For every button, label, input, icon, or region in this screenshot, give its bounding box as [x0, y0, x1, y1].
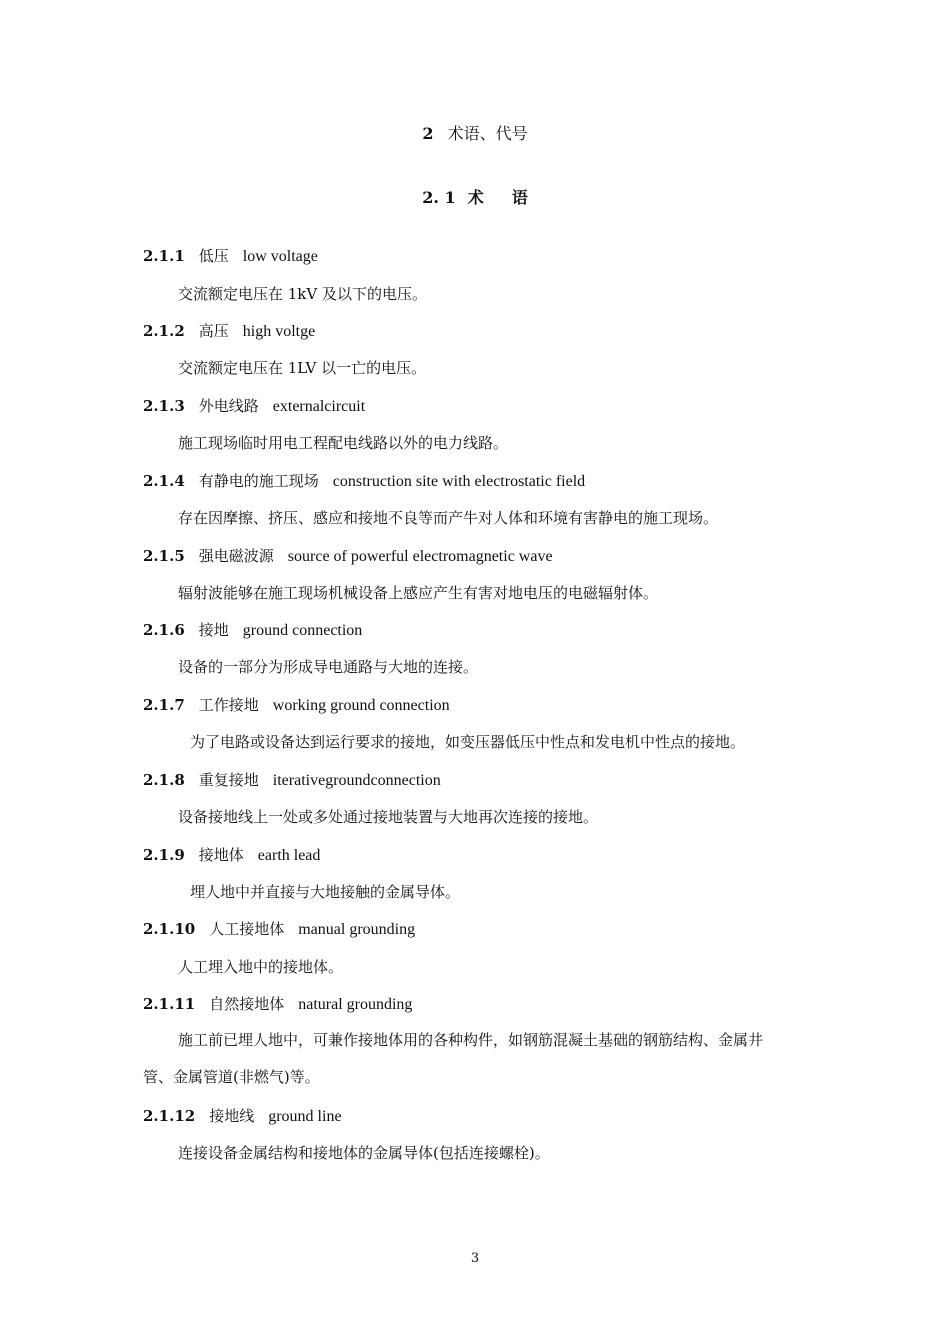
term-chinese: 高压: [198, 322, 229, 340]
term-english: externalcircuit: [272, 398, 366, 415]
term-definition: 为了电路或设备达到运行要求的接地，如变压器低压中性点和发电机中性点的接地。: [190, 733, 746, 751]
term-chinese: 接地线: [209, 1107, 255, 1125]
term-number: 2.1.1: [143, 247, 185, 265]
term-number: 2.1.5: [143, 547, 185, 565]
term-heading: [143, 770, 441, 791]
term-definition: 设备的一部分为形成导电通路与大地的连接。: [178, 658, 479, 676]
term-number: 2.1.7: [143, 696, 185, 714]
term-english: ground line: [268, 1108, 342, 1125]
term-number: 2.1.12: [143, 1107, 196, 1125]
term-english: source of powerful electromagnetic wave: [287, 548, 553, 565]
term-definition: 存在因摩擦、挤压、感应和接地不良等而产牛对人体和环境有害静电的施工现场。: [178, 509, 719, 527]
section-title-word-2: 语: [511, 188, 528, 207]
term-english: working ground connection: [272, 697, 450, 714]
term-heading: [143, 546, 553, 567]
term-number: 2.1.8: [143, 771, 185, 789]
term-definition: 施工现场临时用电工程配电线路以外的电力线路。: [178, 434, 509, 452]
term-definition: 辐射波能够在施工现场机械设备上感应产生有害对地电压的电磁辐射体。: [178, 584, 659, 602]
section-title-word-1: 术: [467, 188, 484, 207]
term-chinese: 人工接地体: [209, 920, 285, 938]
term-heading: [143, 845, 320, 866]
term-english: construction site with electrostatic field: [332, 473, 586, 490]
term-english: manual grounding: [298, 921, 416, 938]
term-definition: 交流额定电压在 1kV 及以下的电压。: [178, 285, 428, 303]
term-heading: [143, 246, 318, 267]
term-chinese: 外电线路: [198, 397, 259, 415]
term-number: 2.1.9: [143, 846, 185, 864]
chapter-number: 2: [422, 124, 434, 143]
term-heading: [143, 994, 412, 1015]
term-number: 2.1.3: [143, 397, 185, 415]
term-chinese: 接地: [198, 621, 229, 639]
term-heading: [143, 919, 415, 940]
term-number: 2.1.11: [143, 995, 196, 1013]
term-definition: 设备接地线上一处或多处通过接地装置与大地再次连接的接地。: [178, 808, 599, 826]
term-number: 2.1.10: [143, 920, 196, 938]
term-definition: 埋人地中并直接与大地接触的金属导体。: [190, 883, 461, 901]
section-title: [0, 188, 950, 208]
chapter-title: [0, 124, 950, 144]
term-definition: 人工埋入地中的接地体。: [178, 958, 344, 976]
term-english: iterativegroundconnection: [272, 772, 441, 789]
term-heading: [143, 471, 585, 492]
term-heading: [143, 620, 362, 641]
chapter-title-text: 术语、代号: [447, 124, 528, 143]
term-definition: 交流额定电压在 1LV 以一亡的电压。: [178, 359, 427, 377]
term-chinese: 工作接地: [198, 696, 259, 714]
section-number: 2. 1: [422, 188, 456, 207]
term-number: 2.1.6: [143, 621, 185, 639]
term-chinese: 强电磁波源: [198, 547, 274, 565]
term-definition: 连接设备金属结构和接地体的金属导体(包括连接螺栓)。: [178, 1144, 550, 1162]
term-english: natural grounding: [298, 996, 413, 1013]
term-chinese: 有静电的施工现场: [198, 472, 319, 490]
term-chinese: 自然接地体: [209, 995, 285, 1013]
term-heading: [143, 396, 365, 417]
term-chinese: 低压: [198, 247, 229, 265]
term-definition: 施工前已埋人地中，可兼作接地体用的各种构件，如钢筋混凝土基础的钢筋结构、金属井管、金属管道(非燃气)等。: [143, 1031, 764, 1086]
term-number: 2.1.2: [143, 322, 185, 340]
term-english: ground connection: [242, 622, 363, 639]
page-number: 3: [470, 1251, 480, 1266]
term-english: high voltge: [242, 323, 316, 340]
term-chinese: 接地体: [198, 846, 244, 864]
term-english: earth lead: [257, 847, 321, 864]
term-english: low voltage: [242, 248, 318, 265]
term-heading: [143, 321, 315, 342]
term-heading: [143, 695, 450, 716]
term-chinese: 重复接地: [198, 771, 259, 789]
term-heading: [143, 1106, 342, 1127]
term-number: 2.1.4: [143, 472, 185, 490]
